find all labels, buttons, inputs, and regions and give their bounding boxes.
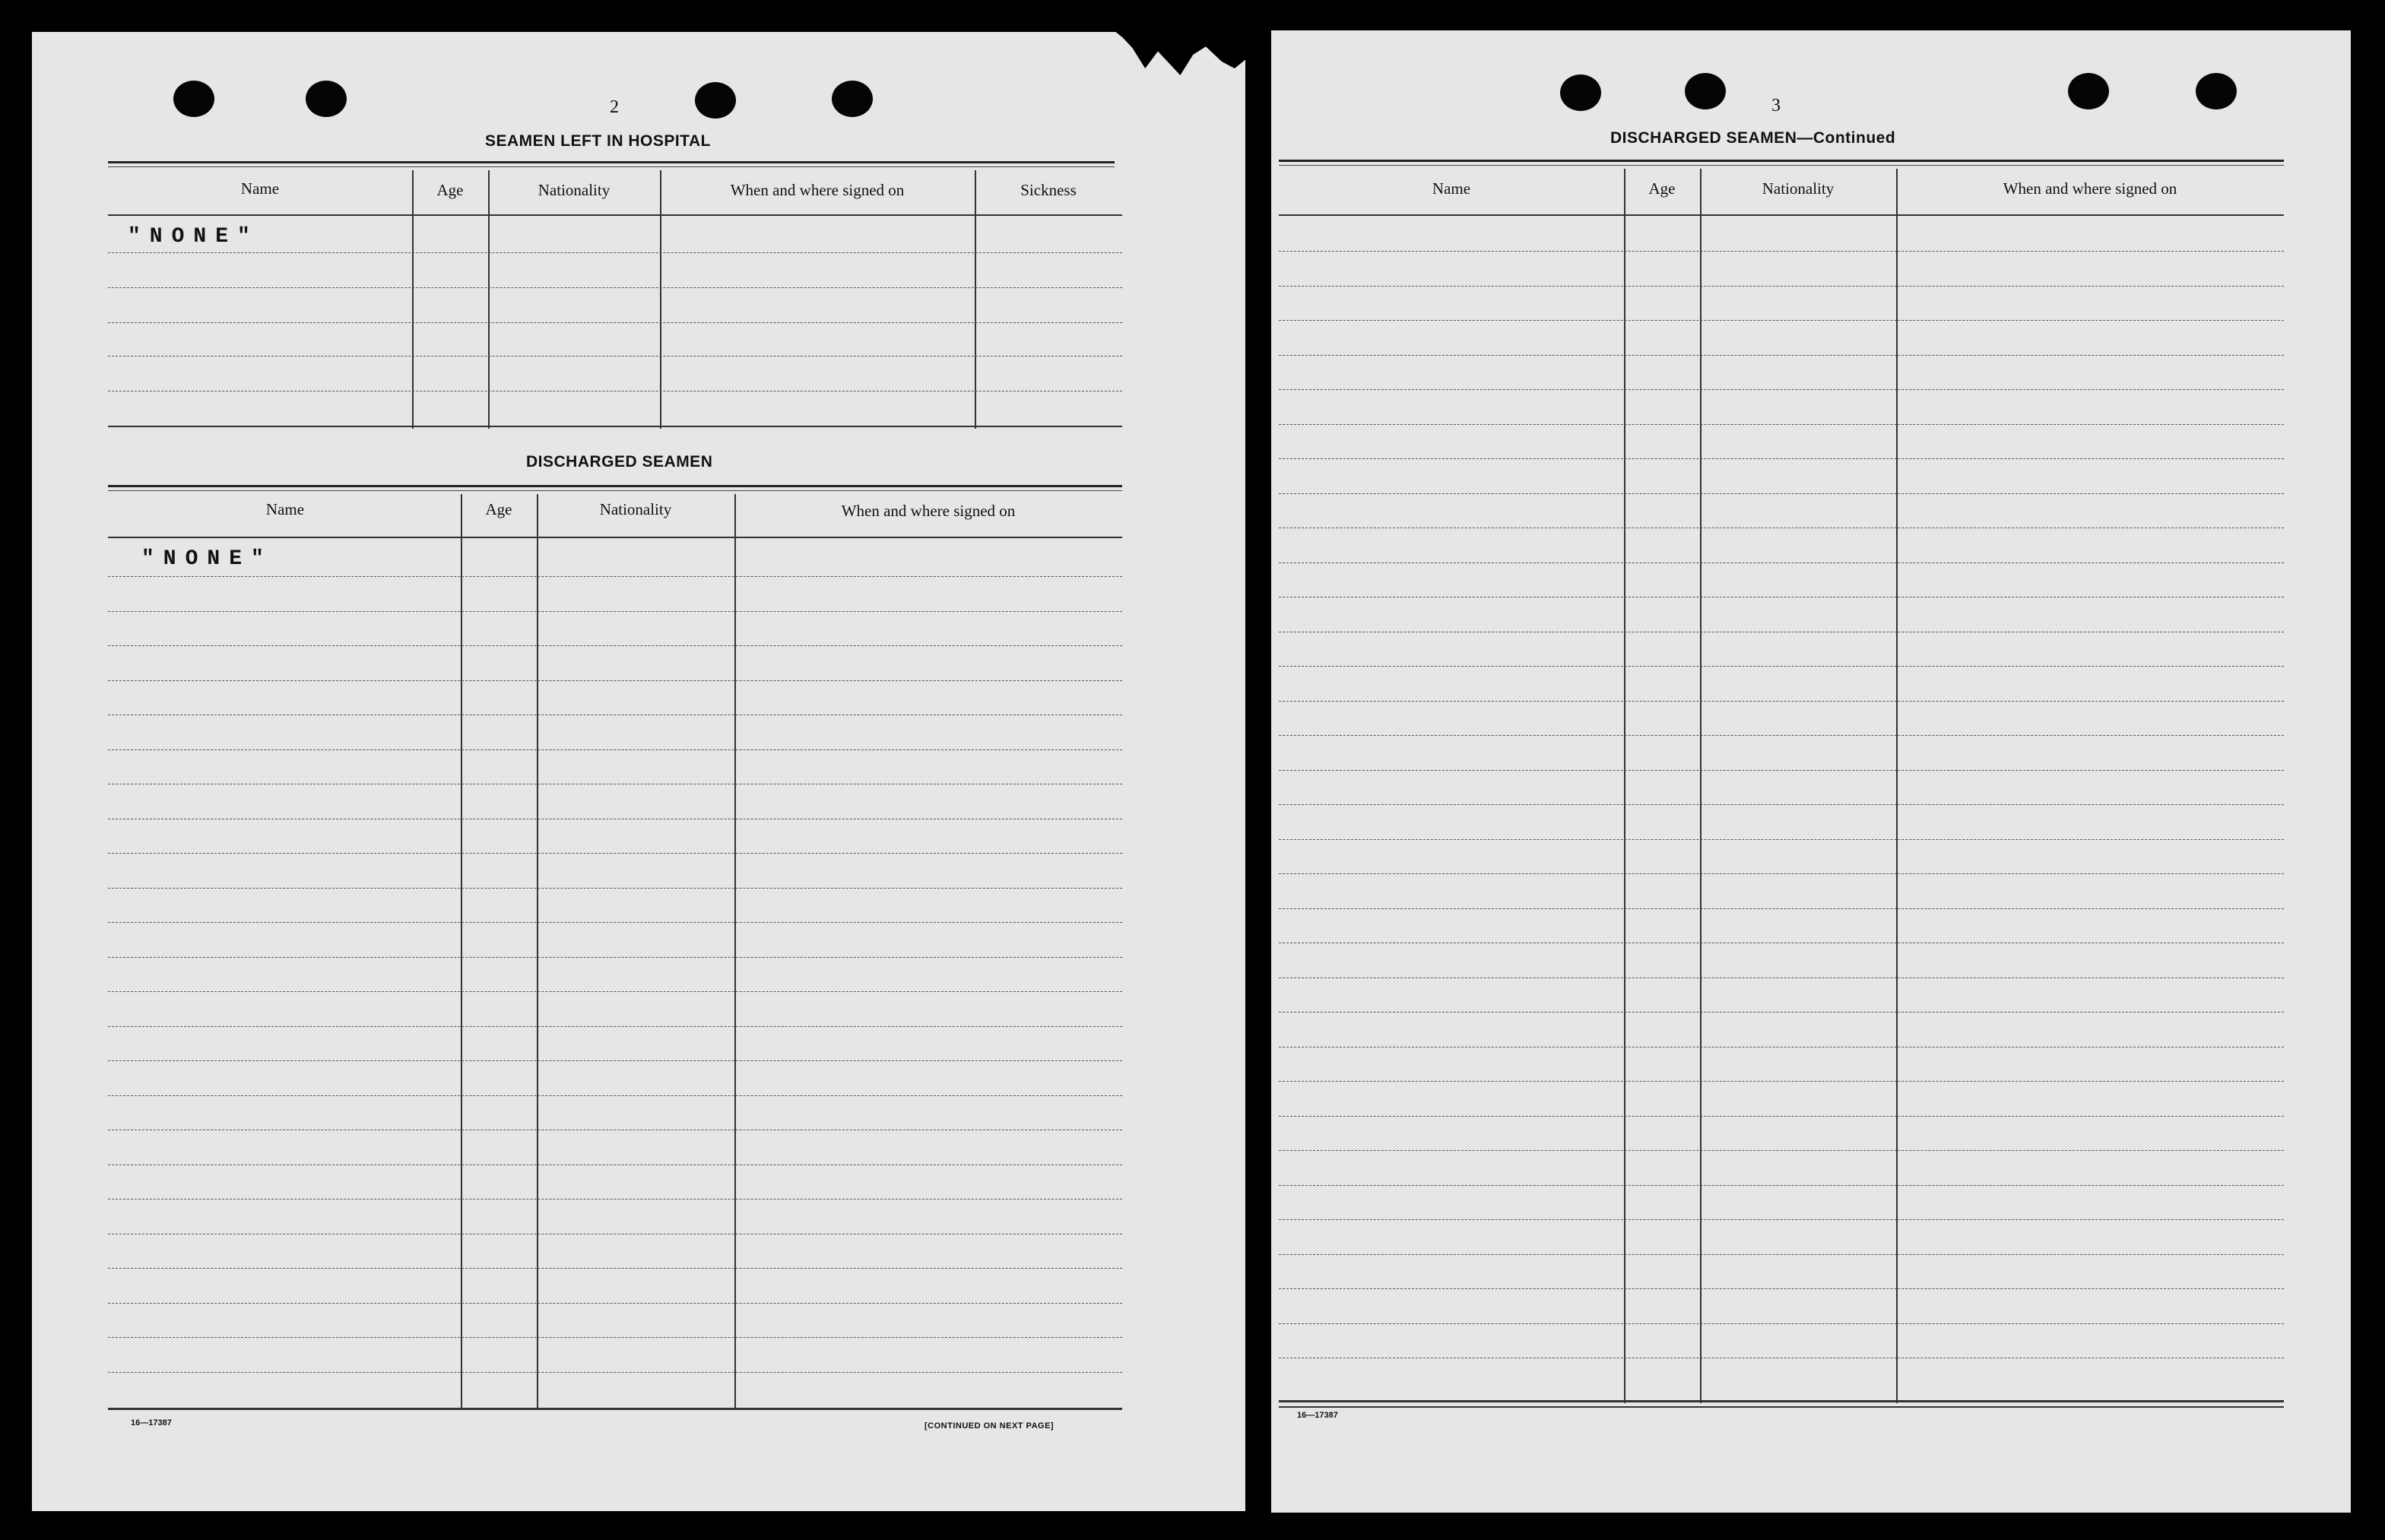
col-header-age: Age <box>485 500 512 518</box>
row-line <box>1279 286 2284 287</box>
discharged-entry: "NONE" <box>141 547 273 571</box>
row-line <box>108 1060 1122 1061</box>
row-line <box>1279 493 2284 494</box>
row-line <box>1279 1219 2284 1220</box>
row-line <box>1279 839 2284 840</box>
row-line <box>108 991 1122 992</box>
row-line <box>1279 735 2284 736</box>
row-line <box>1279 701 2284 702</box>
row-line <box>1279 389 2284 390</box>
row-line <box>1279 1150 2284 1151</box>
column-divider <box>488 170 490 429</box>
title-suffix: —Continued <box>1797 129 1896 147</box>
punch-hole <box>173 81 214 117</box>
column-divider <box>734 494 736 1408</box>
row-line <box>108 576 1122 577</box>
row-line <box>108 853 1122 854</box>
row-line <box>1279 666 2284 667</box>
table-bottom-rule <box>1279 1406 2284 1408</box>
row-line <box>1279 770 2284 771</box>
row-line <box>1279 320 2284 321</box>
row-line <box>1279 1185 2284 1186</box>
row-line <box>1279 1081 2284 1082</box>
punch-hole <box>1560 74 1601 111</box>
table-rule <box>108 485 1122 487</box>
col-header-sickness: Sickness <box>1020 181 1077 199</box>
row-line <box>108 252 1122 253</box>
row-line <box>108 680 1122 681</box>
row-line <box>108 1303 1122 1304</box>
page-number: 3 <box>1771 96 1781 116</box>
col-header-signed-on: When and where signed on <box>841 502 1016 520</box>
column-divider <box>412 170 414 429</box>
continued-note: [CONTINUED ON NEXT PAGE] <box>925 1421 1055 1431</box>
header-rule <box>108 214 1122 216</box>
discharged-continued-title <box>1610 129 1895 147</box>
col-header-age: Age <box>436 181 464 199</box>
row-line <box>1279 908 2284 909</box>
column-divider <box>975 170 976 429</box>
row-line <box>108 645 1122 646</box>
punch-hole <box>306 81 347 117</box>
table-bottom-rule <box>108 1408 1122 1410</box>
table-bottom-rule <box>108 426 1122 427</box>
col-header-name: Name <box>1432 179 1471 198</box>
table-rule <box>108 161 1115 163</box>
col-header-nationality: Nationality <box>1762 179 1835 198</box>
col-header-nationality: Nationality <box>538 181 611 199</box>
column-divider <box>537 494 538 1408</box>
row-line <box>108 1095 1122 1096</box>
page-number: 2 <box>610 97 619 117</box>
row-line <box>1279 873 2284 874</box>
col-header-signed-on: When and where signed on <box>2003 179 2177 198</box>
row-line <box>1279 562 2284 563</box>
row-line <box>108 1372 1122 1373</box>
table-bottom-rule <box>1279 1400 2284 1402</box>
row-line <box>1279 458 2284 459</box>
punch-hole <box>2196 73 2237 109</box>
col-header-nationality: Nationality <box>599 500 672 518</box>
row-line <box>108 322 1122 323</box>
row-line <box>108 1337 1122 1338</box>
punch-hole <box>2068 73 2109 109</box>
col-header-signed-on: When and where signed on <box>730 181 905 199</box>
table-rule <box>1279 160 2284 162</box>
header-rule <box>108 537 1122 538</box>
row-line <box>1279 804 2284 805</box>
row-line <box>108 749 1122 750</box>
row-line <box>108 922 1122 923</box>
left-page <box>32 32 1245 1511</box>
punch-hole <box>695 82 736 119</box>
col-header-name: Name <box>265 500 305 518</box>
row-line <box>1279 355 2284 356</box>
row-line <box>108 888 1122 889</box>
hospital-section-title: SEAMEN LEFT IN HOSPITAL <box>485 132 711 150</box>
title-main: DISCHARGED SEAMEN <box>1610 129 1797 147</box>
row-line <box>108 287 1122 288</box>
discharged-section-title: DISCHARGED SEAMEN <box>526 453 713 471</box>
form-code: 16—17387 <box>131 1418 172 1428</box>
right-page <box>1271 30 2351 1513</box>
row-line <box>1279 1116 2284 1117</box>
row-line <box>108 1268 1122 1269</box>
row-line <box>108 611 1122 612</box>
row-line <box>108 1026 1122 1027</box>
punch-hole <box>1685 73 1726 109</box>
column-divider <box>660 170 661 429</box>
row-line <box>1279 1288 2284 1289</box>
row-line <box>1279 1254 2284 1255</box>
row-line <box>108 957 1122 958</box>
column-divider <box>461 494 462 1408</box>
col-header-name: Name <box>240 179 280 198</box>
header-rule <box>1279 214 2284 216</box>
row-line <box>1279 1323 2284 1324</box>
row-line <box>1279 424 2284 425</box>
hospital-entry: "NONE" <box>128 225 259 249</box>
form-code: 16—17387 <box>1297 1411 1338 1420</box>
punch-hole <box>832 81 873 117</box>
row-line <box>1279 251 2284 252</box>
col-header-age: Age <box>1648 179 1676 198</box>
